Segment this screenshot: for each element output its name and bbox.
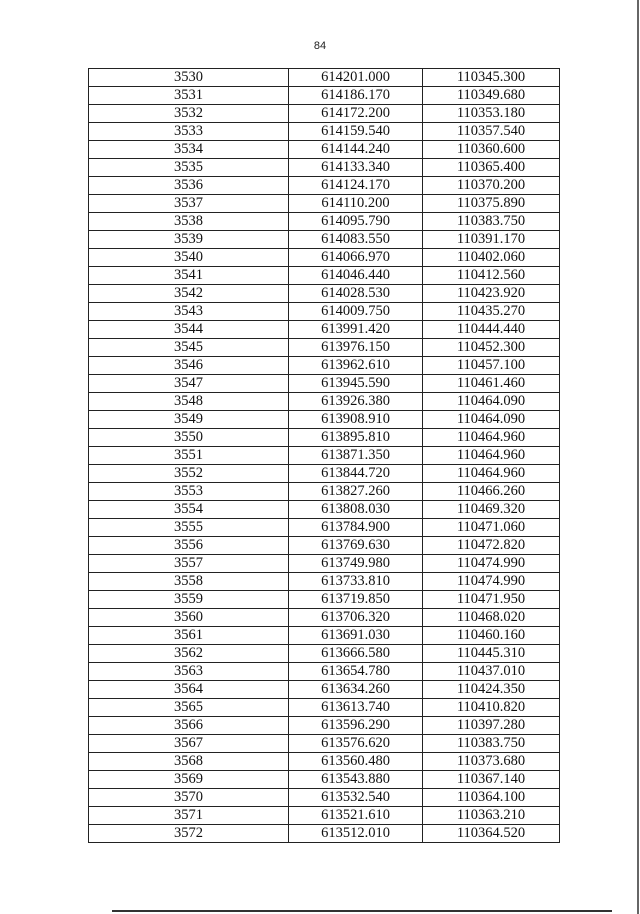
scan-edge-bottom	[112, 910, 612, 912]
table-row	[89, 321, 560, 339]
x-coordinate-cell: 613634.260	[289, 681, 423, 699]
y-coordinate-cell: 110457.100	[423, 357, 560, 375]
x-coordinate-cell: 613576.620	[289, 735, 423, 753]
table-row	[89, 681, 560, 699]
table-row	[89, 195, 560, 213]
table-row	[89, 699, 560, 717]
table-row	[89, 807, 560, 825]
point-number-cell: 3532	[89, 105, 289, 123]
x-coordinate-cell: 613749.980	[289, 555, 423, 573]
y-coordinate-cell: 110397.280	[423, 717, 560, 735]
table-row	[89, 267, 560, 285]
point-number-cell: 3554	[89, 501, 289, 519]
point-number-cell: 3539	[89, 231, 289, 249]
x-coordinate-cell: 613719.850	[289, 591, 423, 609]
x-coordinate-cell: 613991.420	[289, 321, 423, 339]
y-coordinate-cell: 110353.180	[423, 105, 560, 123]
point-number-cell: 3541	[89, 267, 289, 285]
table-row	[89, 609, 560, 627]
y-coordinate-cell: 110391.170	[423, 231, 560, 249]
x-coordinate-cell: 613871.350	[289, 447, 423, 465]
y-coordinate-cell: 110373.680	[423, 753, 560, 771]
y-coordinate-cell: 110360.600	[423, 141, 560, 159]
point-number-cell: 3534	[89, 141, 289, 159]
y-coordinate-cell: 110464.090	[423, 411, 560, 429]
table-row	[89, 519, 560, 537]
page-number: 84	[313, 40, 327, 52]
point-number-cell: 3570	[89, 789, 289, 807]
table-row	[89, 105, 560, 123]
table-row	[89, 483, 560, 501]
x-coordinate-cell: 614144.240	[289, 141, 423, 159]
table-row	[89, 627, 560, 645]
point-number-cell: 3557	[89, 555, 289, 573]
point-number-cell: 3530	[89, 69, 289, 87]
y-coordinate-cell: 110435.270	[423, 303, 560, 321]
point-number-cell: 3531	[89, 87, 289, 105]
y-coordinate-cell: 110345.300	[423, 69, 560, 87]
x-coordinate-cell: 614124.170	[289, 177, 423, 195]
table-row	[89, 87, 560, 105]
x-coordinate-cell: 613596.290	[289, 717, 423, 735]
x-coordinate-cell: 613560.480	[289, 753, 423, 771]
x-coordinate-cell: 614186.170	[289, 87, 423, 105]
x-coordinate-cell: 614066.970	[289, 249, 423, 267]
table-row	[89, 825, 560, 843]
point-number-cell: 3562	[89, 645, 289, 663]
table-row	[89, 573, 560, 591]
point-number-cell: 3572	[89, 825, 289, 843]
point-number-cell: 3571	[89, 807, 289, 825]
point-number-cell: 3540	[89, 249, 289, 267]
table-row	[89, 177, 560, 195]
x-coordinate-cell: 613976.150	[289, 339, 423, 357]
y-coordinate-cell: 110472.820	[423, 537, 560, 555]
table-row	[89, 231, 560, 249]
y-coordinate-cell: 110464.960	[423, 465, 560, 483]
point-number-cell: 3561	[89, 627, 289, 645]
table-row	[89, 555, 560, 573]
x-coordinate-cell: 613512.010	[289, 825, 423, 843]
table-row	[89, 339, 560, 357]
y-coordinate-cell: 110410.820	[423, 699, 560, 717]
point-number-cell: 3544	[89, 321, 289, 339]
y-coordinate-cell: 110357.540	[423, 123, 560, 141]
y-coordinate-cell: 110367.140	[423, 771, 560, 789]
point-number-cell: 3558	[89, 573, 289, 591]
x-coordinate-cell: 613784.900	[289, 519, 423, 537]
x-coordinate-cell: 614028.530	[289, 285, 423, 303]
point-number-cell: 3537	[89, 195, 289, 213]
point-number-cell: 3559	[89, 591, 289, 609]
x-coordinate-cell: 613926.380	[289, 393, 423, 411]
table-row	[89, 69, 560, 87]
x-coordinate-cell: 613895.810	[289, 429, 423, 447]
y-coordinate-cell: 110445.310	[423, 645, 560, 663]
table-row	[89, 663, 560, 681]
y-coordinate-cell: 110452.300	[423, 339, 560, 357]
x-coordinate-cell: 613654.780	[289, 663, 423, 681]
x-coordinate-cell: 613691.030	[289, 627, 423, 645]
x-coordinate-cell: 614095.790	[289, 213, 423, 231]
y-coordinate-cell: 110402.060	[423, 249, 560, 267]
point-number-cell: 3536	[89, 177, 289, 195]
x-coordinate-cell: 614083.550	[289, 231, 423, 249]
coordinate-table	[88, 68, 560, 843]
point-number-cell: 3553	[89, 483, 289, 501]
y-coordinate-cell: 110464.960	[423, 429, 560, 447]
point-number-cell: 3548	[89, 393, 289, 411]
y-coordinate-cell: 110471.950	[423, 591, 560, 609]
table-row	[89, 159, 560, 177]
x-coordinate-cell: 614201.000	[289, 69, 423, 87]
x-coordinate-cell: 613733.810	[289, 573, 423, 591]
x-coordinate-cell: 613521.610	[289, 807, 423, 825]
table-row	[89, 249, 560, 267]
table-row	[89, 465, 560, 483]
table-row	[89, 429, 560, 447]
point-number-cell: 3555	[89, 519, 289, 537]
y-coordinate-cell: 110474.990	[423, 555, 560, 573]
y-coordinate-cell: 110383.750	[423, 735, 560, 753]
point-number-cell: 3545	[89, 339, 289, 357]
table-row	[89, 771, 560, 789]
x-coordinate-cell: 613962.610	[289, 357, 423, 375]
y-coordinate-cell: 110423.920	[423, 285, 560, 303]
y-coordinate-cell: 110437.010	[423, 663, 560, 681]
y-coordinate-cell: 110370.200	[423, 177, 560, 195]
x-coordinate-cell: 613945.590	[289, 375, 423, 393]
scan-edge-right	[637, 0, 639, 914]
table-row	[89, 789, 560, 807]
table-row	[89, 717, 560, 735]
x-coordinate-cell: 613908.910	[289, 411, 423, 429]
point-number-cell: 3566	[89, 717, 289, 735]
y-coordinate-cell: 110365.400	[423, 159, 560, 177]
x-coordinate-cell: 614159.540	[289, 123, 423, 141]
y-coordinate-cell: 110474.990	[423, 573, 560, 591]
table-row	[89, 753, 560, 771]
point-number-cell: 3563	[89, 663, 289, 681]
point-number-cell: 3565	[89, 699, 289, 717]
y-coordinate-cell: 110424.350	[423, 681, 560, 699]
point-number-cell: 3538	[89, 213, 289, 231]
x-coordinate-cell: 613706.320	[289, 609, 423, 627]
table-row	[89, 357, 560, 375]
y-coordinate-cell: 110464.090	[423, 393, 560, 411]
y-coordinate-cell: 110461.460	[423, 375, 560, 393]
point-number-cell: 3542	[89, 285, 289, 303]
y-coordinate-cell: 110363.210	[423, 807, 560, 825]
point-number-cell: 3535	[89, 159, 289, 177]
y-coordinate-cell: 110466.260	[423, 483, 560, 501]
y-coordinate-cell: 110468.020	[423, 609, 560, 627]
y-coordinate-cell: 110444.440	[423, 321, 560, 339]
point-number-cell: 3556	[89, 537, 289, 555]
y-coordinate-cell: 110349.680	[423, 87, 560, 105]
point-number-cell: 3533	[89, 123, 289, 141]
x-coordinate-cell: 614009.750	[289, 303, 423, 321]
y-coordinate-cell: 110464.960	[423, 447, 560, 465]
x-coordinate-cell: 613666.580	[289, 645, 423, 663]
x-coordinate-cell: 613808.030	[289, 501, 423, 519]
table-row	[89, 645, 560, 663]
x-coordinate-cell: 613613.740	[289, 699, 423, 717]
table-row	[89, 501, 560, 519]
table-row	[89, 123, 560, 141]
x-coordinate-cell: 613769.630	[289, 537, 423, 555]
table-row	[89, 447, 560, 465]
x-coordinate-cell: 614110.200	[289, 195, 423, 213]
y-coordinate-cell: 110375.890	[423, 195, 560, 213]
y-coordinate-cell: 110469.320	[423, 501, 560, 519]
y-coordinate-cell: 110412.560	[423, 267, 560, 285]
x-coordinate-cell: 613543.880	[289, 771, 423, 789]
point-number-cell: 3567	[89, 735, 289, 753]
table-row	[89, 303, 560, 321]
point-number-cell: 3546	[89, 357, 289, 375]
point-number-cell: 3551	[89, 447, 289, 465]
point-number-cell: 3560	[89, 609, 289, 627]
point-number-cell: 3550	[89, 429, 289, 447]
y-coordinate-cell: 110364.100	[423, 789, 560, 807]
point-number-cell: 3564	[89, 681, 289, 699]
table-row	[89, 591, 560, 609]
table-row	[89, 537, 560, 555]
table-row	[89, 213, 560, 231]
x-coordinate-cell: 614172.200	[289, 105, 423, 123]
table-row	[89, 735, 560, 753]
x-coordinate-cell: 613827.260	[289, 483, 423, 501]
x-coordinate-cell: 614133.340	[289, 159, 423, 177]
y-coordinate-cell: 110383.750	[423, 213, 560, 231]
point-number-cell: 3549	[89, 411, 289, 429]
x-coordinate-cell: 613844.720	[289, 465, 423, 483]
x-coordinate-cell: 614046.440	[289, 267, 423, 285]
point-number-cell: 3552	[89, 465, 289, 483]
x-coordinate-cell: 613532.540	[289, 789, 423, 807]
table-row	[89, 411, 560, 429]
table-row	[89, 141, 560, 159]
table-row	[89, 285, 560, 303]
point-number-cell: 3547	[89, 375, 289, 393]
y-coordinate-cell: 110460.160	[423, 627, 560, 645]
point-number-cell: 3568	[89, 753, 289, 771]
point-number-cell: 3543	[89, 303, 289, 321]
coordinate-table-body	[89, 69, 560, 843]
y-coordinate-cell: 110471.060	[423, 519, 560, 537]
y-coordinate-cell: 110364.520	[423, 825, 560, 843]
table-row	[89, 393, 560, 411]
point-number-cell: 3569	[89, 771, 289, 789]
table-row	[89, 375, 560, 393]
